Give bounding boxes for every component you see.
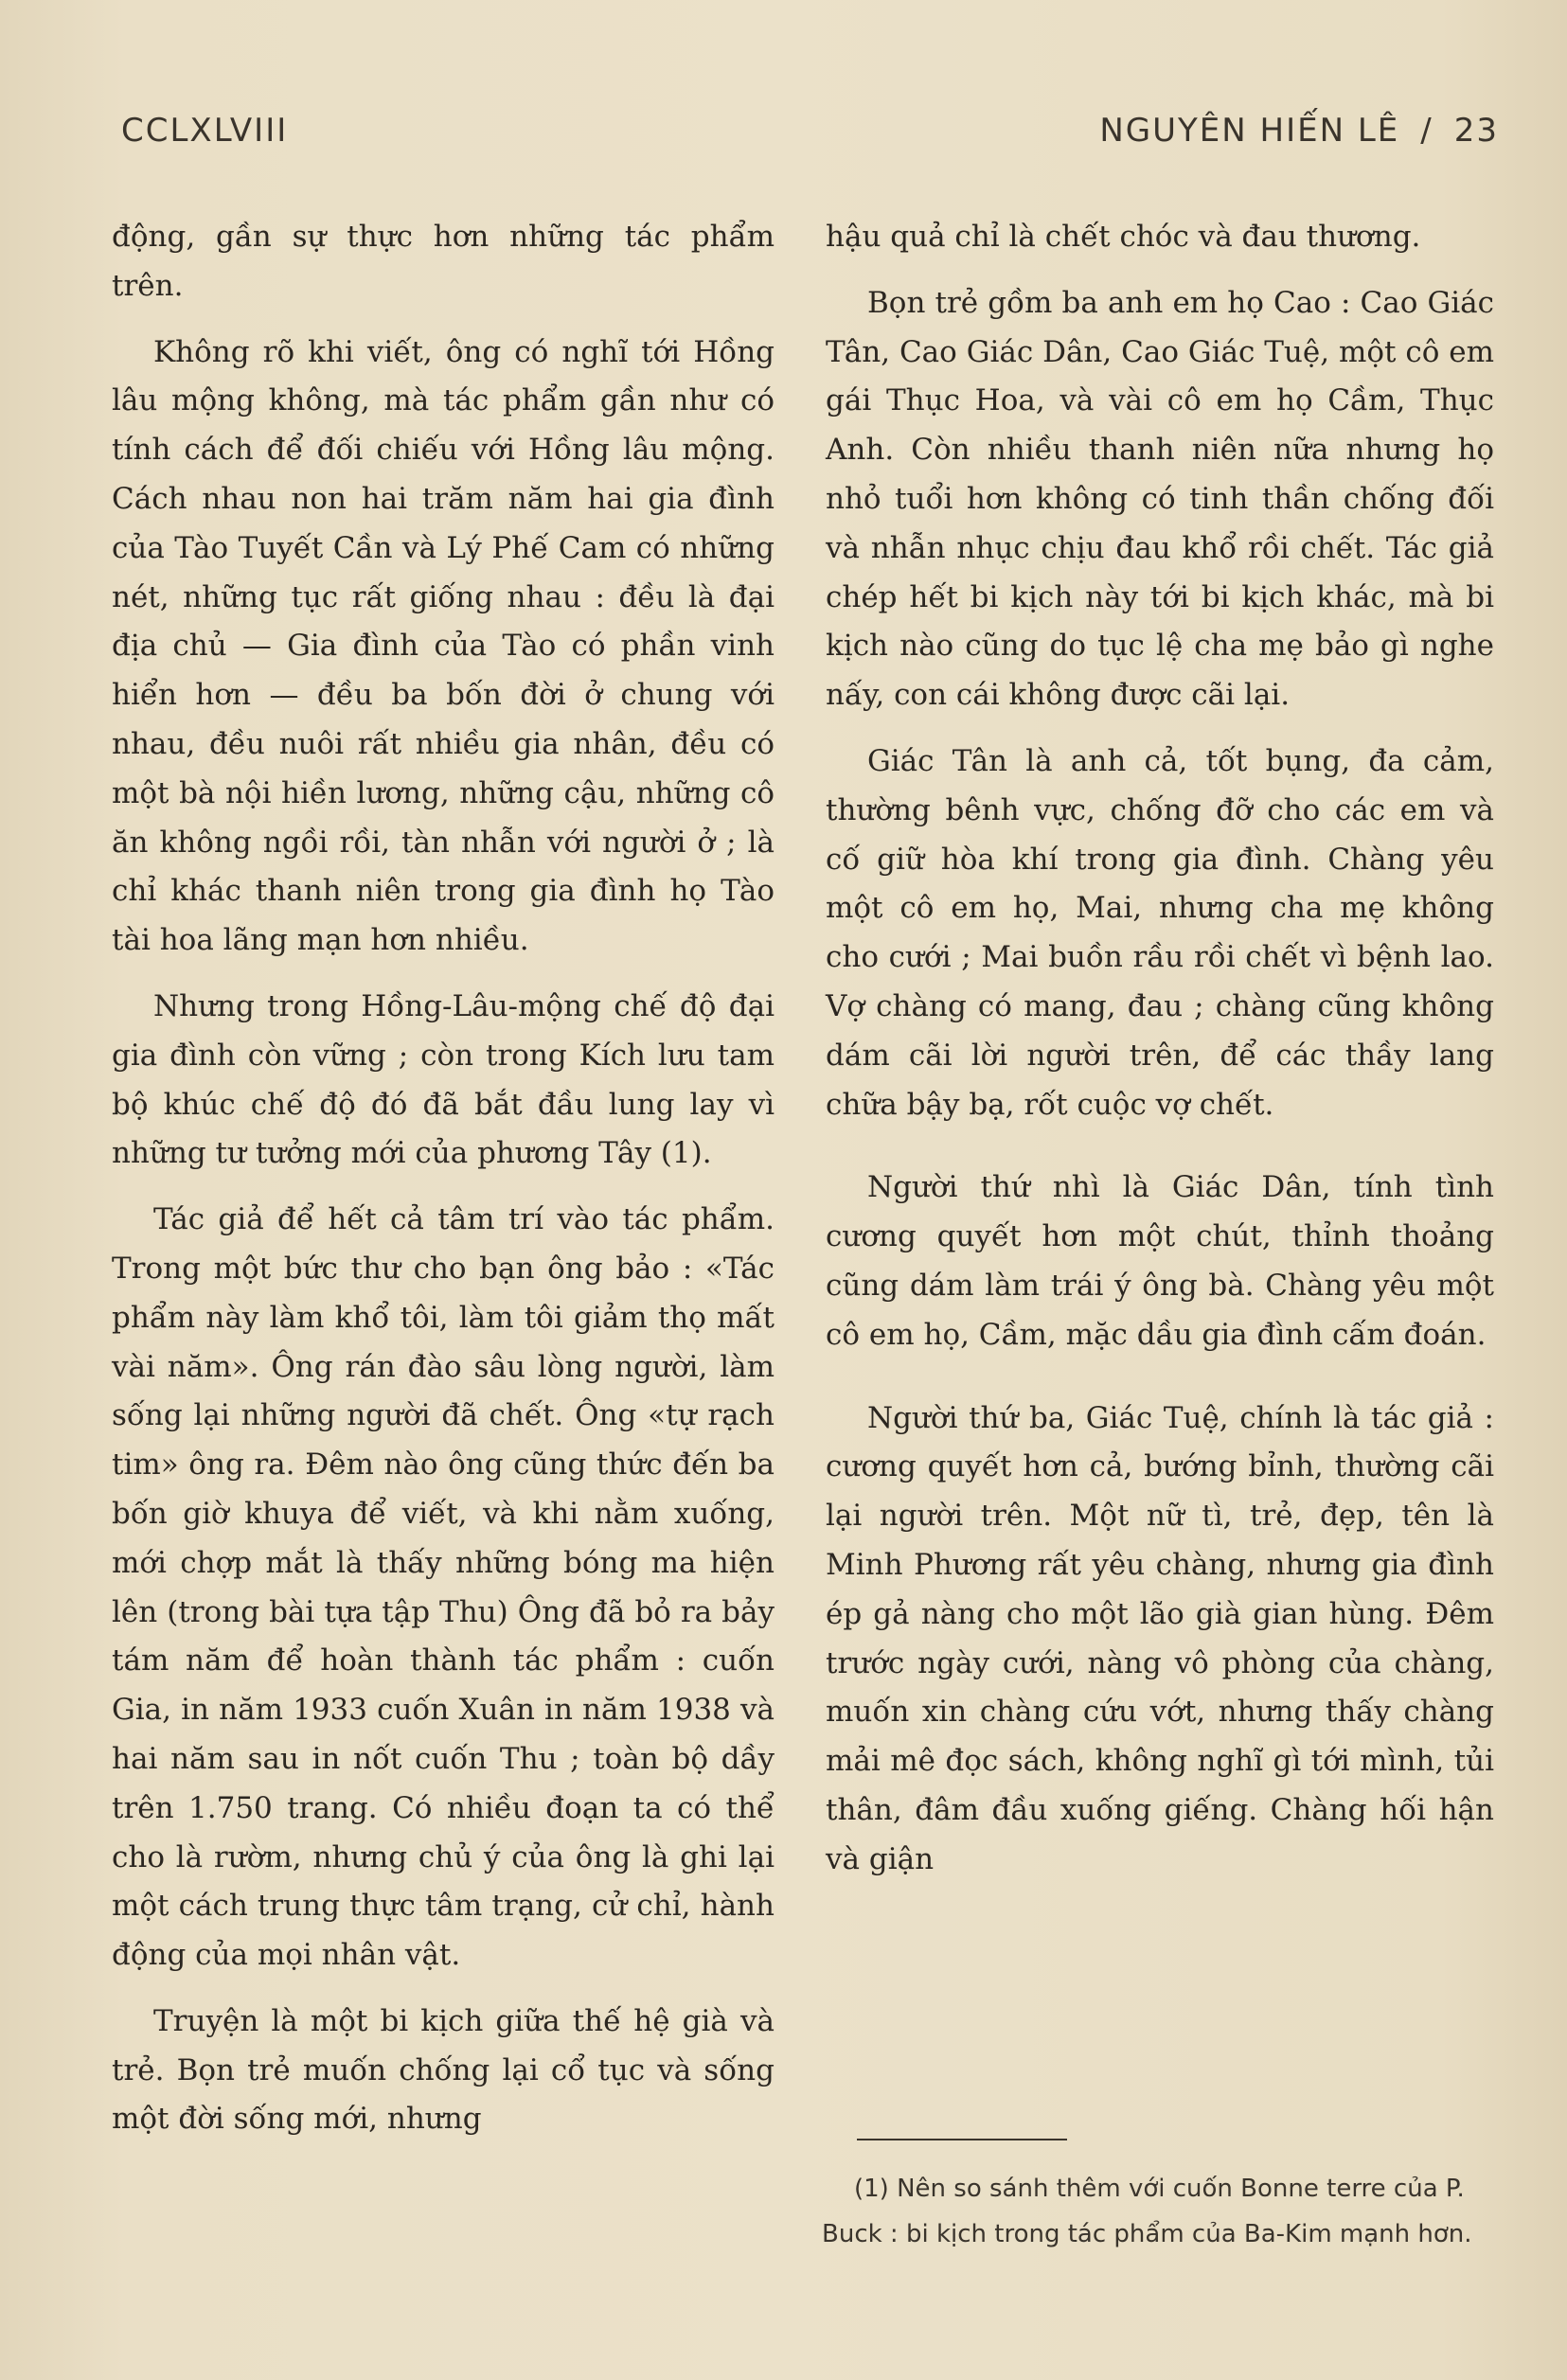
page-header <box>121 112 1499 159</box>
right-column <box>826 213 1494 1885</box>
footnote <box>822 2166 1494 2257</box>
footnote-text: (1) Nên so sánh thêm với cuốn Bonne terre của P. Buck : bi kịch trong tác phẩm của Ba-Kim mạnh hơn. <box>822 2175 1472 2248</box>
paragraph: Truyện là một bi kịch giữa thế hệ già và trẻ. Bọn trẻ muốn chống lại cổ tục và sống một đời sống mới, nhưng <box>112 2003 775 2137</box>
running-head-roman: CCLXLVIII <box>121 112 289 150</box>
paragraph: Giác Tân là anh cả, tốt bụng, đa cảm, thường bênh vực, chống đỡ cho các em và cố giữ hòa khí trong gia đình. Chàng yêu một cô em họ, Mai, nhưng cha mẹ không cho cưới ; Mai buồn rầu rồi chết vì bệnh lao. Vợ chàng có mang, đau ; chàng cũng không dám cãi lời người trên, để các thầy lang chữa bậy bạ, rốt cuộc vợ chết. <box>826 743 1494 1122</box>
left-column <box>112 213 775 2144</box>
running-head-right <box>1099 112 1499 150</box>
paragraph: Người thứ ba, Giác Tuệ, chính là tác giả : cương quyết hơn cả, bướng bỉnh, thường cãi lại người trên. Một nữ tì, trẻ, đẹp, tên là Minh Phương rất yêu chàng, nhưng gia đình ép gả nàng cho một lão già gian hùng. Đêm trước ngày cưới, nàng vô phòng của chàng, muốn xin chàng cứu vớt, nhưng thấy chàng mải mê đọc sách, không nghĩ gì tới mình, tủi thân, đâm đầu xuống giếng. Chàng hối hận và giận <box>826 1400 1494 1876</box>
page-number: 23 <box>1453 112 1499 150</box>
footnote-rule <box>857 2139 1067 2140</box>
paragraph: Bọn trẻ gồm ba anh em họ Cao : Cao Giác Tân, Cao Giác Dân, Cao Giác Tuệ, một cô em gái Thục Hoa, và vài cô em họ Cầm, Thục Anh. Còn nhiều thanh niên nữa nhưng họ nhỏ tuổi hơn không có tinh thần chống đối và nhẫn nhục chịu đau khổ rồi chết. Tác giả chép hết bi kịch này tới bi kịch khác, mà bi kịch nào cũng do tục lệ cha mẹ bảo gì nghe nấy, con cái không được cãi lại. <box>826 285 1494 713</box>
paragraph: Nhưng trong Hồng-Lâu-mộng chế độ đại gia đình còn vững ; còn trong Kích lưu tam bộ khúc chế độ đó đã bắt đầu lung lay vì những tư tưởng mới của phương Tây (1). <box>112 988 775 1171</box>
paragraph: Không rõ khi viết, ông có nghĩ tới Hồng lâu mộng không, mà tác phẩm gần như có tính cách để đối chiếu với Hồng lâu mộng. Cách nhau non hai trăm năm hai gia đình của Tào Tuyết Cần và Lý Phế Cam có những nét, những tục rất giống nhau : đều là đại địa chủ — Gia đình của Tào có phần vinh hiển hơn — đều ba bốn đời ở chung với nhau, đều nuôi rất nhiều gia nhân, đều có một bà nội hiền lương, những cậu, những cô ăn không ngồi rồi, tàn nhẫn với người ở ; là chỉ khác thanh niên trong gia đình họ Tào tài hoa lãng mạn hơn nhiều. <box>112 334 775 958</box>
paragraph: Tác giả để hết cả tâm trí vào tác phẩm. Trong một bức thư cho bạn ông bảo : «Tác phẩm này làm khổ tôi, làm tôi giảm thọ mất vài năm». Ông rán đào sâu lòng người, làm sống lại những người đã chết. Ông «tự rạch tim» ông ra. Đêm nào ông cũng thức đến ba bốn giờ khuya để viết, và khi nằm xuống, mới chợp mắt là thấy những bóng ma hiện lên (trong bài tựa tập Thu) Ông đã bỏ ra bảy tám năm để hoàn thành tác phẩm : cuốn Gia, in năm 1933 cuốn Xuân in năm 1938 và hai năm sau in nốt cuốn Thu ; toàn bộ dầy trên 1.750 trang. Có nhiều đoạn ta có thể cho là rườm, nhưng chủ ý của ông là ghi lại một cách trung thực tâm trạng, cử chỉ, hành động của mọi nhân vật. <box>112 1202 775 1973</box>
running-head-author: NGUYÊN HIẾN LÊ <box>1099 112 1400 150</box>
paragraph: Người thứ nhì là Giác Dân, tính tình cương quyết hơn một chút, thỉnh thoảng cũng dám làm trái ý ông bà. Chàng yêu một cô em họ, Cầm, mặc dầu gia đình cấm đoán. <box>826 1170 1494 1352</box>
running-head-separator: / <box>1420 112 1433 150</box>
paragraph: động, gần sự thực hơn những tác phẩm trên. <box>112 220 775 303</box>
paragraph: hậu quả chỉ là chết chóc và đau thương. <box>826 220 1421 254</box>
